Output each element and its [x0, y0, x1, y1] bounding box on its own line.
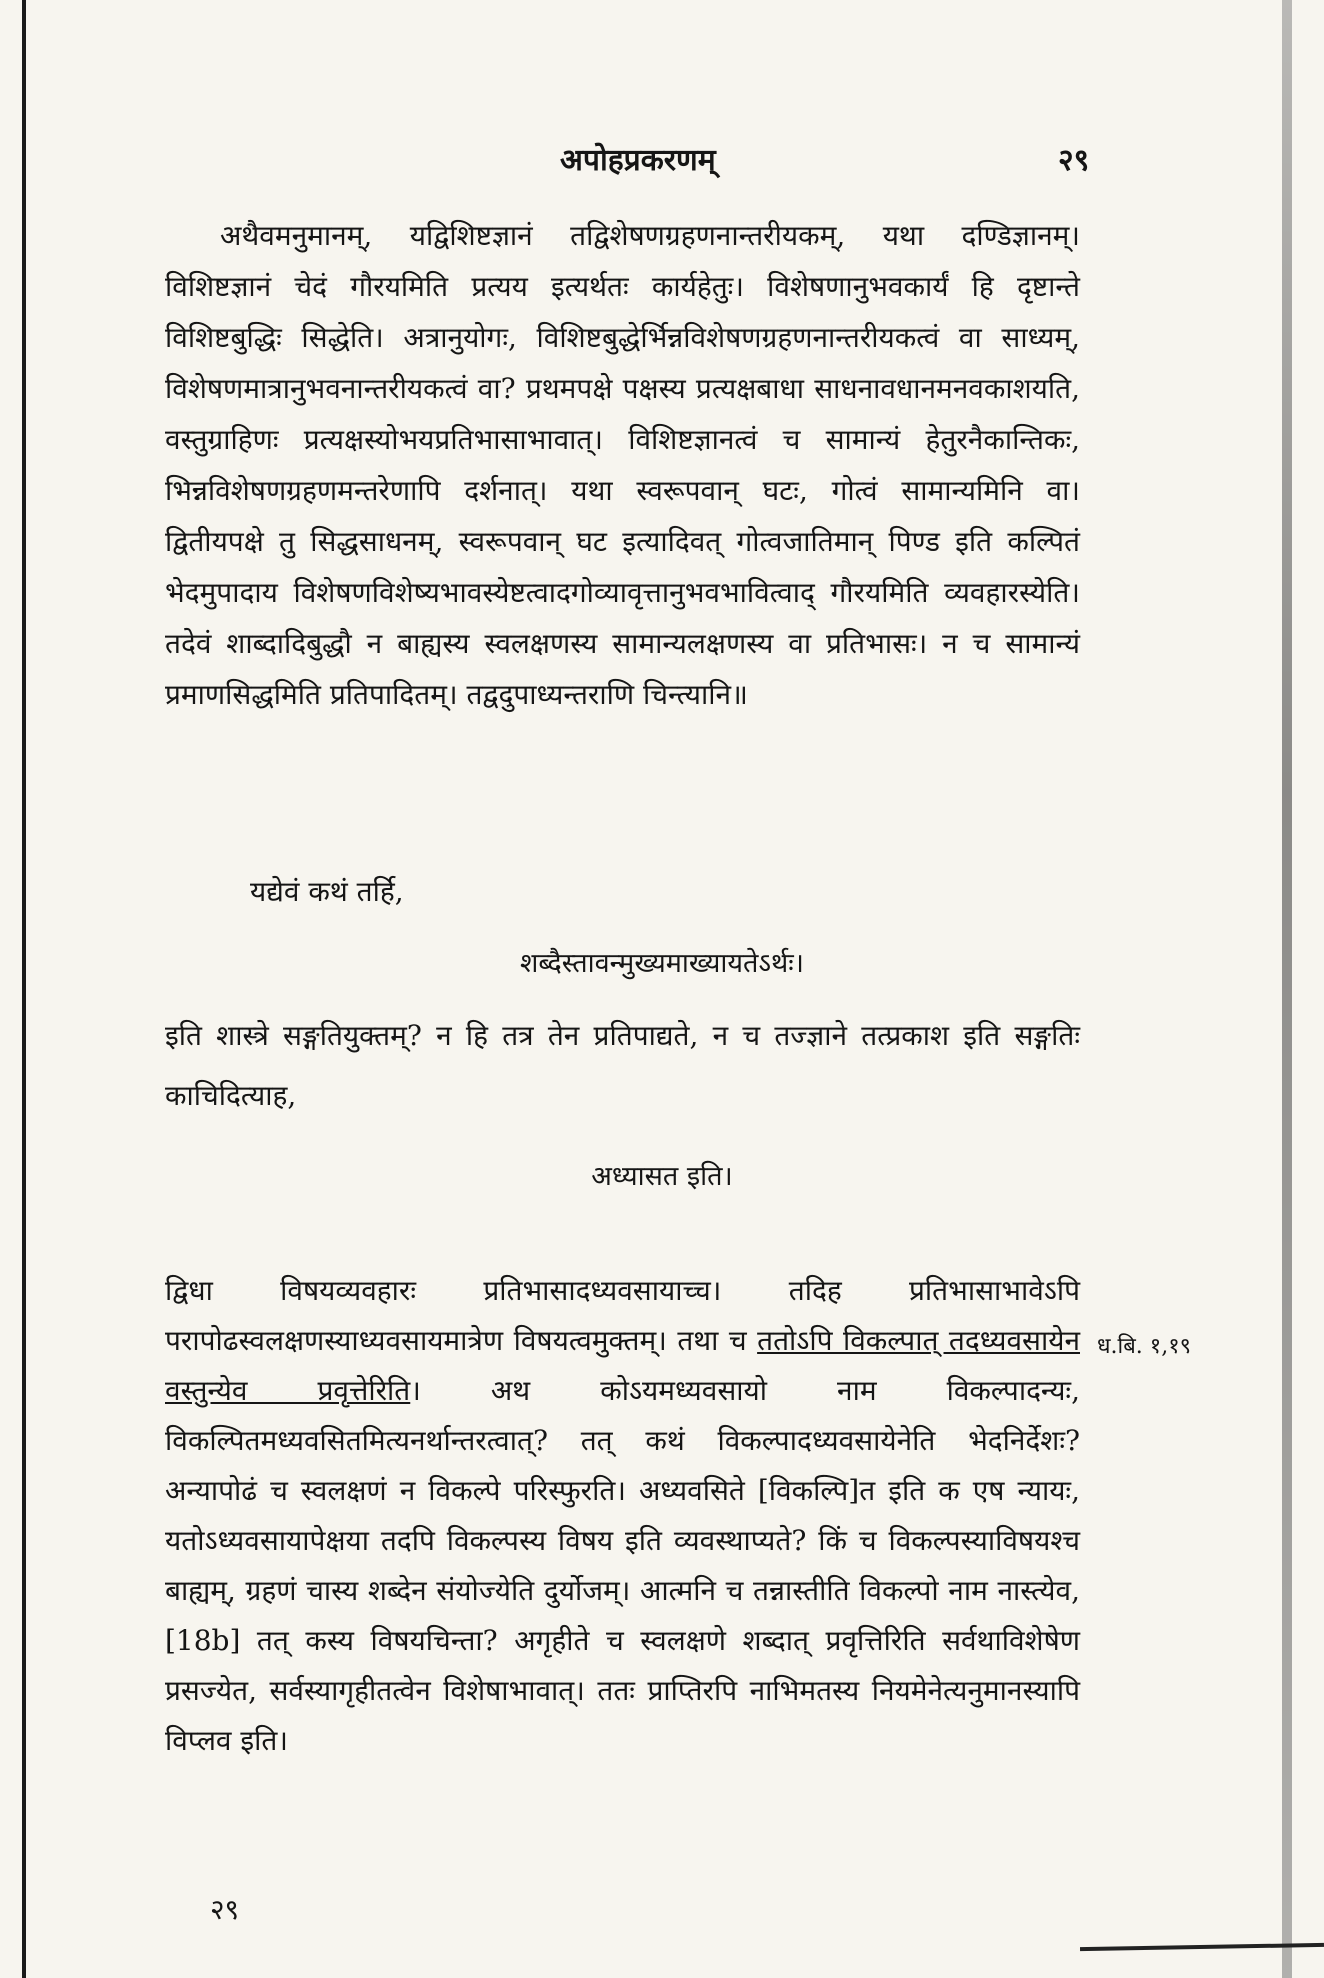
paragraph-1: अथैवमनुमानम्, यद्विशिष्टज्ञानं तद्विशेषणग्रहणनान्तरीयकम्, यथा दण्डिज्ञानम्। विशिष्टज्ञानं चेदं गौरयमिति प्रत्यय इत्यर्थतः कार्यहेतुः। विशेषणानुभवकार्यं हि दृष्टान्ते विशिष्टबुद्धिः सिद्धेति। अत्रानुयोगः, विशिष्टबुद्धेर्भिन्नविशेषणग्रहणनान्तरीयकत्वं वा साध्यम्, विशेषणमात्रानुभवनान्तरीयकत्वं वा? प्रथमपक्षे पक्षस्य प्रत्यक्षबाधा साधनावधानमनवकाशयति, वस्तुग्राहिणः प्रत्यक्षस्योभयप्रतिभासाभावात्। विशिष्टज्ञानत्वं च सामान्यं हेतुरनैकान्तिकः, भिन्नविशेषणग्रहणमन्तरेणापि दर्शनात्। यथा स्वरूपवान् घटः, गोत्वं सामान्यमिनि वा। द्वितीयपक्षे तु सिद्धसाधनम्, स्वरूपवान् घट इत्यादिवत् गोत्वजातिमान् पिण्ड इति कल्पितं भेदमुपादाय विशेषणविशेष्यभावस्येष्टत्वादगोव्यावृत्तानुभवभावित्वाद् गौरयमिति व्यवहारस्येति। तदेवं शाब्दादिबुद्धौ न बाह्यस्य स्वलक्षणस्य सामान्यलक्षणस्य वा प्रतिभासः। न च सामान्यं प्रमाणसिद्धमिति प्रतिपादितम्। तद्वदुपाध्यन्तराणि चिन्त्यानि॥ — [165, 219, 1080, 711]
paragraph-3: इति शास्त्रे सङ्गतियुक्तम्? न हि तत्र तेन प्रतिपाद्यते, न च तज्ज्ञाने तत्प्रकाश इति सङ्गतिः काचिदित्याह, — [165, 1019, 1080, 1112]
verse-quote-1: शब्दैस्तावन्मुख्यमाख्यायतेऽर्थः। — [520, 948, 804, 979]
folio-number: २९ — [1058, 143, 1090, 178]
underlined-citation: ततोऽपि विकल्पात् तदध्यवसायेन वस्तुन्येव प्रवृत्तेरिति — [165, 1324, 1080, 1407]
paragraph-4-text-b: । अथ कोऽयमध्यवसायो नाम विकल्पादन्यः, विकल्पितमध्यवसितमित्यनर्थान्तरत्वात्? तत् कथं विकल्पादध्यवसायेनेति भेदनिर्देशः? अन्यापोढं च स्वलक्षणं न विकल्पे परिस्फुरति। अध्यवसिते [विकल्पि]त इति क एष न्यायः, यतोऽध्यवसायापेक्षया तदपि विकल्पस्य विषय इति व्यवस्थाप्यते? किं च विकल्पस्याविषयश्च बाह्यम्, ग्रहणं चास्य शब्देन संयोज्येति दुर्योजम्। आत्मनि च तन्नास्तीति विकल्पो नाम नास्त्येव, [18b] तत् कस्य विषयचिन्ता? अगृहीते च स्वलक्षणे शब्दात् प्रवृत्तिरिति सर्वथाविशेषेण प्रसज्येत, सर्वस्यागृहीतत्वेन विशेषाभावात्। ततः प्राप्तिरपि नाभिमतस्य नियमेनेत्यनुमानस्यापि विप्लव इति। — [165, 1374, 1080, 1757]
margin-reference-note: ध.बि. १,१९ — [1097, 1334, 1192, 1359]
verse-quote-2: अध्यासत इति। — [591, 1161, 733, 1192]
paragraph-2: यद्येवं कथं तर्हि, — [250, 875, 404, 908]
paragraph-4-text-a: द्विधा विषयव्यवहारः प्रतिभासादध्यवसायाच्च। तदिह प्रतिभासाभावेऽपि परापोढस्वलक्षणस्याध्यवसायमात्रेण विषयत्वमुक्तम्। तथा च — [165, 1274, 1080, 1357]
page-number: २९ — [210, 1893, 240, 1926]
page-header — [0, 138, 1324, 178]
paragraph-4 — [165, 1266, 1080, 1766]
scan-edge — [1282, 0, 1292, 1978]
page-edge-rule — [22, 0, 26, 1978]
running-title: अपोहप्रकरणम् — [560, 143, 716, 178]
